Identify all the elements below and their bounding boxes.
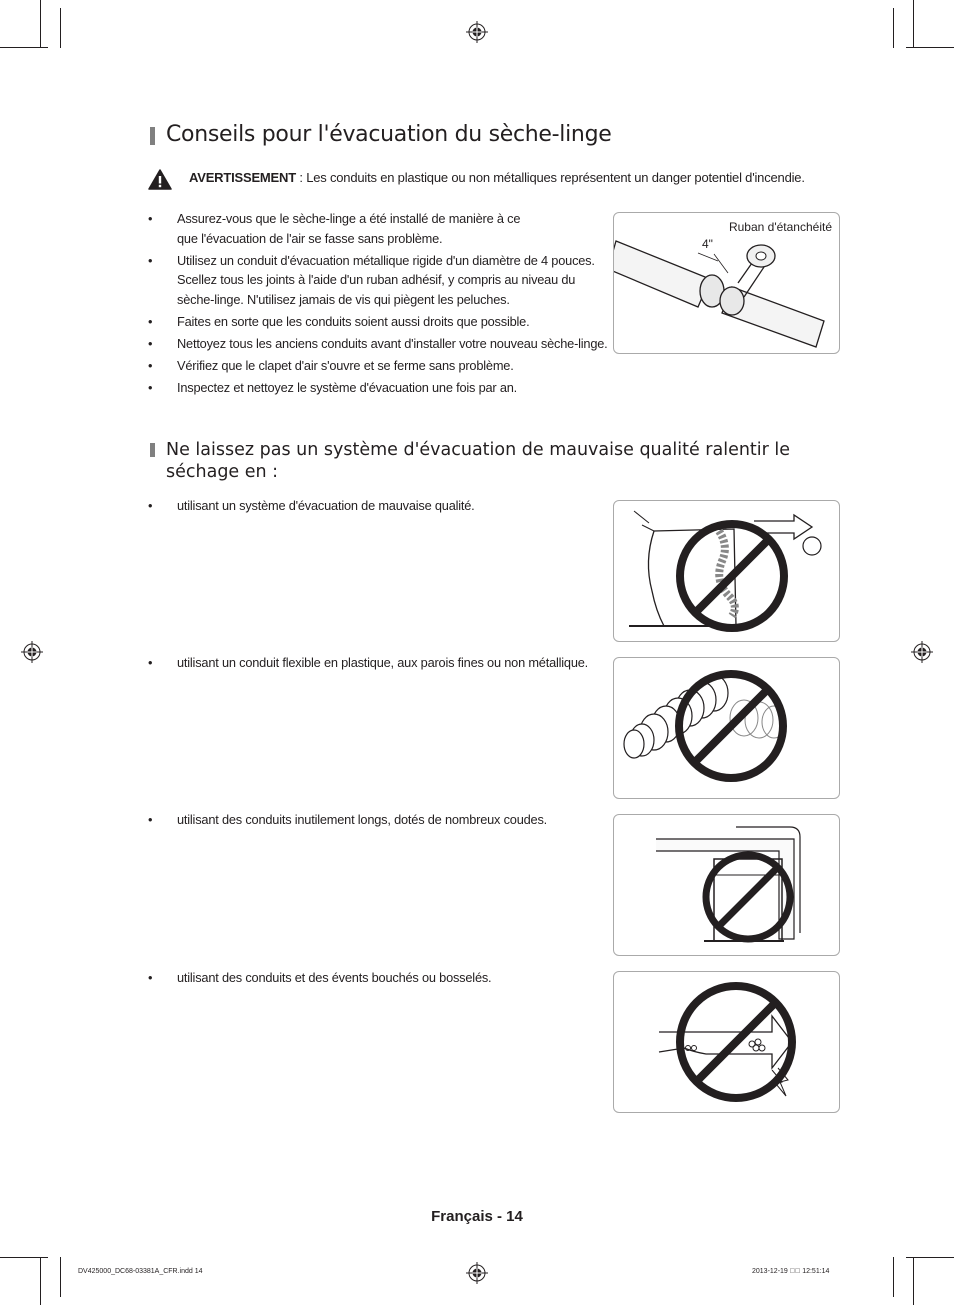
list-item xyxy=(148,356,608,376)
crop-mark xyxy=(893,1257,894,1297)
warning-message xyxy=(189,170,805,185)
list-item-text: Faites en sorte que les conduits soient aussi droits que possible. xyxy=(177,313,530,329)
poor-venting-item-2 xyxy=(148,653,608,675)
tape-label: Ruban d'étanchéité xyxy=(728,220,832,234)
diameter-label: 4" xyxy=(702,237,713,251)
bullet-glyph: • xyxy=(148,498,153,513)
list-item-text: Utilisez un conduit d'évacuation métallique rigide d'un diamètre de 4 pouces. Scellez tous les joints à l'aide d'un ruban adhésif, y compris au niveau du sèche-linge. N'utilisez jamais de vis qui piègent les peluches. xyxy=(177,252,595,307)
duct-illustration xyxy=(614,213,839,353)
section-title-venting-tips xyxy=(150,122,611,147)
slug-file: DV425000_DC68-03381A_CFR.indd 14 xyxy=(78,1268,203,1275)
bullet-glyph: • xyxy=(148,313,153,329)
warning-triangle-icon xyxy=(148,169,172,190)
figure-long-duct xyxy=(613,814,840,956)
list-item xyxy=(148,209,542,248)
bullet-glyph: • xyxy=(148,357,153,373)
crop-mark xyxy=(906,1257,954,1258)
list-item-text: Assurez-vous que le sèche-linge a été installé de manière à ce que l'évacuation de l'air se fasse sans problème. xyxy=(177,211,521,246)
list-item-text: Vérifiez que le clapet d'air s'ouvre et se ferme sans problème. xyxy=(177,357,514,373)
list-item xyxy=(148,968,608,988)
poor-venting-item-3 xyxy=(148,810,608,832)
list-item xyxy=(148,334,609,354)
long-duct-illustration xyxy=(614,815,839,955)
warning-text: : Les conduits en plastique ou non métalliques représentent un danger potentiel d'incendie. xyxy=(295,170,805,185)
figure-blocked-vent xyxy=(613,971,840,1113)
venting-tips-list xyxy=(148,209,608,400)
crop-mark xyxy=(913,1257,914,1305)
warning-label: AVERTISSEMENT xyxy=(189,170,296,185)
list-item-text: utilisant des conduits et des évents bouchés ou bosselés. xyxy=(177,970,492,985)
section-title-text: Ne laissez pas un système d'évacuation de mauvaise qualité ralentir le séchage en : xyxy=(166,440,791,482)
crop-mark xyxy=(60,8,61,48)
poor-venting-illustration xyxy=(614,501,839,641)
list-item xyxy=(148,378,608,398)
crop-mark xyxy=(0,1257,48,1258)
section-title-text: Conseils pour l'évacuation du sèche-linge xyxy=(166,122,612,147)
bullet-glyph: • xyxy=(148,252,153,268)
crop-mark xyxy=(913,0,914,48)
flexible-duct-illustration xyxy=(614,658,839,798)
crop-mark xyxy=(0,47,48,48)
list-item-text: utilisant un conduit flexible en plastique, aux parois fines ou non métallique. xyxy=(177,655,589,670)
list-item xyxy=(148,496,608,516)
figure-duct-sealing xyxy=(613,212,840,354)
section-title-poor-venting xyxy=(150,439,830,483)
registration-mark-icon xyxy=(466,21,488,43)
list-item-text: Inspectez et nettoyez le système d'évacuation une fois par an. xyxy=(177,379,518,395)
blocked-vent-illustration xyxy=(614,972,839,1112)
bullet-glyph: • xyxy=(148,379,153,395)
figure-flexible-duct xyxy=(613,657,840,799)
registration-mark-icon xyxy=(911,641,933,663)
figure-poor-venting xyxy=(613,500,840,642)
crop-mark xyxy=(906,47,954,48)
bullet-glyph: • xyxy=(148,335,153,351)
title-bar xyxy=(150,127,155,145)
list-item-text: Nettoyez tous les anciens conduits avant d'installer votre nouveau sèche-linge. xyxy=(177,335,608,351)
crop-mark xyxy=(60,1257,61,1297)
slug-date: 2013-12-19    12:51:14 xyxy=(752,1268,830,1275)
registration-mark-icon xyxy=(466,1262,488,1284)
registration-mark-icon xyxy=(21,641,43,663)
list-item xyxy=(148,653,608,673)
list-item xyxy=(148,251,608,310)
list-item xyxy=(148,312,608,332)
bullet-glyph: • xyxy=(148,970,153,985)
bullet-glyph: • xyxy=(148,812,153,827)
list-item-text: utilisant des conduits inutilement longs, dotés de nombreux coudes. xyxy=(177,812,548,827)
list-item-text: utilisant un système d'évacuation de mauvaise qualité. xyxy=(177,498,475,513)
poor-venting-item-1 xyxy=(148,496,608,518)
title-bar xyxy=(150,443,155,457)
crop-mark xyxy=(40,1257,41,1305)
crop-mark xyxy=(40,0,41,48)
crop-mark xyxy=(893,8,894,48)
list-item xyxy=(148,810,608,830)
bullet-glyph: • xyxy=(148,655,153,670)
page-footer: Français - 14 xyxy=(431,1208,523,1225)
poor-venting-item-4 xyxy=(148,968,608,990)
bullet-glyph: • xyxy=(148,211,153,226)
